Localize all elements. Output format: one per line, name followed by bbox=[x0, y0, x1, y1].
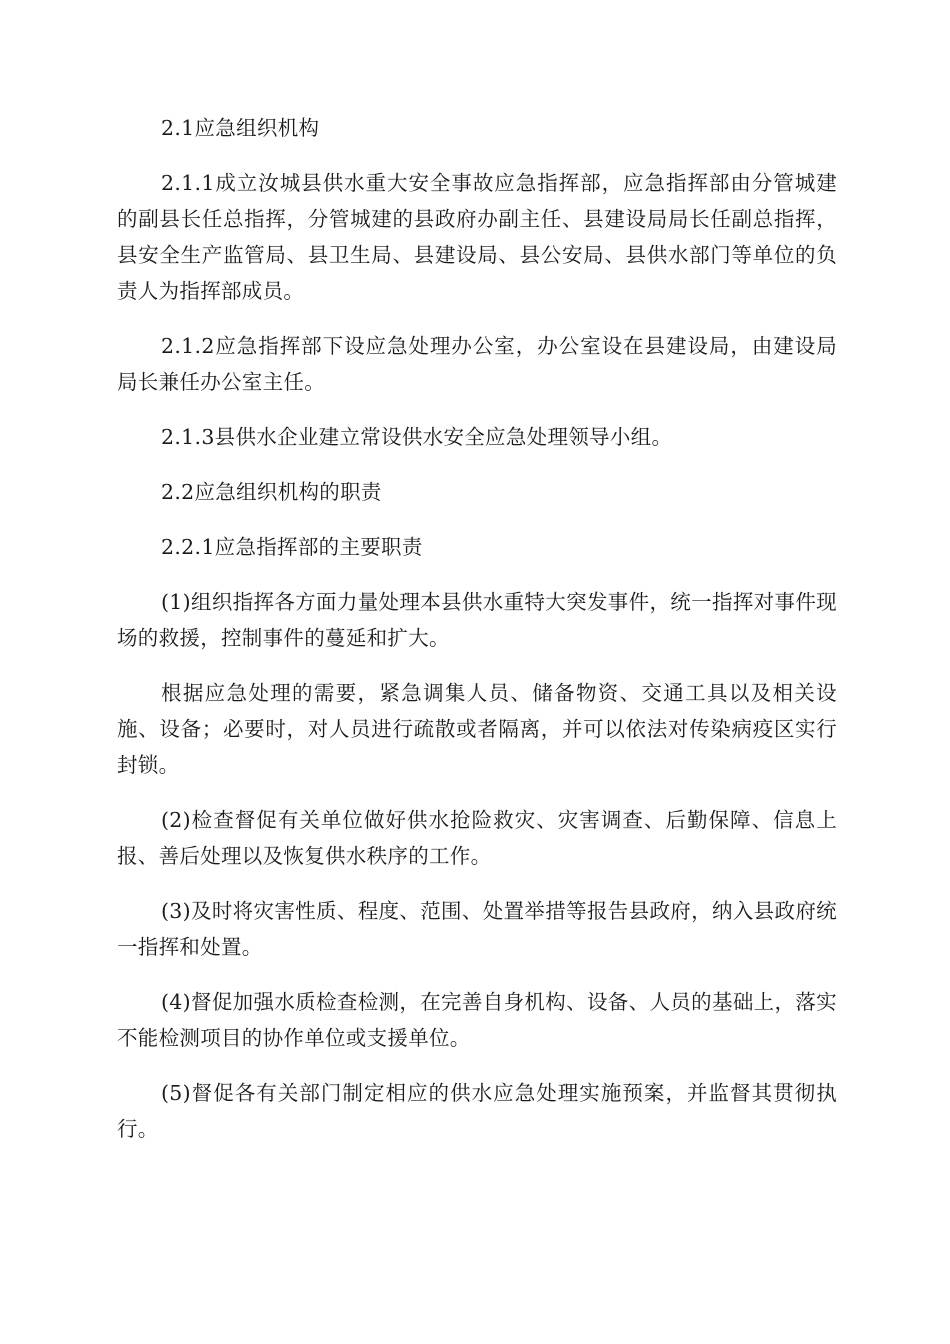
section-heading-2-2: 2.2应急组织机构的职责 bbox=[161, 480, 382, 504]
duty-item-1-continued: 根据应急处理的需要，紧急调集人员、储备物资、交通工具以及相关设施、设备；必要时，对人员进行疏散或者隔离，并可以依法对传染病疫区实行封锁。 bbox=[117, 681, 837, 777]
document-body bbox=[117, 110, 837, 1166]
duty-item-5: (5)督促各有关部门制定相应的供水应急处理实施预案，并监督其贯彻执行。 bbox=[117, 1081, 837, 1141]
subsection-heading-2-2-1: 2.2.1应急指挥部的主要职责 bbox=[161, 535, 423, 559]
duty-item-1: (1)组织指挥各方面力量处理本县供水重特大突发事件，统一指挥对事件现场的救援，控制事件的蔓延和扩大。 bbox=[117, 590, 837, 650]
paragraph-2-1-2: 2.1.2应急指挥部下设应急处理办公室，办公室设在县建设局，由建设局局长兼任办公室主任。 bbox=[117, 334, 837, 394]
paragraph-2-1-3: 2.1.3县供水企业建立常设供水安全应急处理领导小组。 bbox=[161, 425, 673, 449]
duty-item-3: (3)及时将灾害性质、程度、范围、处置举措等报告县政府，纳入县政府统一指挥和处置。 bbox=[117, 899, 837, 959]
duty-item-2: (2)检查督促有关单位做好供水抢险救灾、灾害调查、后勤保障、信息上报、善后处理以及恢复供水秩序的工作。 bbox=[117, 808, 837, 868]
duty-item-4: (4)督促加强水质检查检测，在完善自身机构、设备、人员的基础上，落实不能检测项目的协作单位或支援单位。 bbox=[117, 990, 837, 1050]
section-heading-2-1: 2.1应急组织机构 bbox=[161, 116, 320, 140]
paragraph-2-1-1: 2.1.1成立汝城县供水重大安全事故应急指挥部，应急指挥部由分管城建的副县长任总指挥，分管城建的县政府办副主任、县建设局局长任副总指挥，县安全生产监管局、县卫生局、县建设局、县公安局、县供水部门等单位的负责人为指挥部成员。 bbox=[117, 171, 837, 303]
